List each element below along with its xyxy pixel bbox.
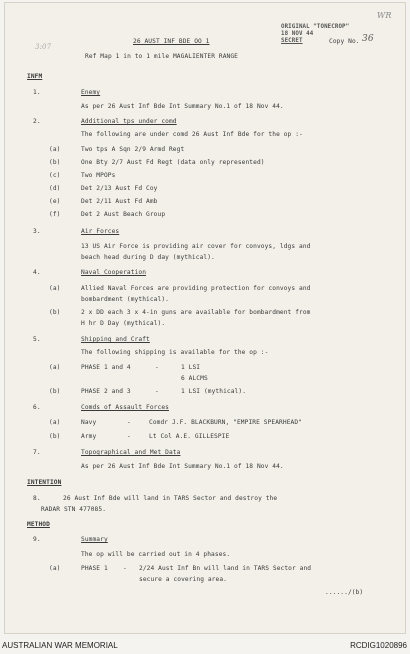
para-9-intro: The op will be carried out in 4 phases. xyxy=(81,551,231,558)
corner-mark: WR xyxy=(377,11,392,20)
para-6-number: 6. xyxy=(33,404,41,411)
para-2-intro: The following are under comd 26 Aust Inf Bde for the op :- xyxy=(81,131,303,138)
list-item-dash: - xyxy=(123,565,127,572)
para-5-heading: Shipping and Craft xyxy=(81,336,150,343)
list-item-text: secure a covering area. xyxy=(139,576,227,583)
list-item-value: Lt Col A.E. GILLESPIE xyxy=(149,433,230,440)
para-9-heading: Summary xyxy=(81,536,108,543)
list-item-letter: (a) xyxy=(49,285,61,292)
map-reference: Ref Map 1 in to 1 mile MAGALIENTER RANGE xyxy=(85,53,239,60)
para-1-heading: Enemy xyxy=(81,89,101,96)
list-item-text: Two tps A Sqn 2/9 Armd Regt xyxy=(81,146,185,153)
list-item-letter: (b) xyxy=(49,159,61,166)
list-item-value: Comdr J.F. BLACKBURN, "EMPIRE SPEARHEAD" xyxy=(149,419,303,426)
stamp-line-1: ORIGINAL "TONECROP" xyxy=(281,24,350,30)
list-item-text: Det 2/11 Aust Fd Amb xyxy=(81,198,158,205)
para-8-line-2: RADAR STN 477085. xyxy=(41,506,107,513)
para-5-intro: The following shipping is available for the op :- xyxy=(81,349,269,356)
archive-name: AUSTRALIAN WAR MEMORIAL xyxy=(2,641,118,650)
list-item-text: One Bty 2/7 Aust Fd Regt (data only represented) xyxy=(81,159,265,166)
list-item-letter: (b) xyxy=(49,433,61,440)
list-item-dash: - xyxy=(127,419,131,426)
stamp-line-3: SECRET xyxy=(281,38,303,44)
list-item-letter: (b) xyxy=(49,388,61,395)
list-item-label: Navy xyxy=(81,419,97,426)
archive-reference: RCDIG1020896 xyxy=(350,641,407,650)
list-item-text: bombardment (mythical). xyxy=(81,296,169,303)
para-3-line-2: beach head during D day (mythical). xyxy=(81,254,215,261)
continuation-mark: ....../(b) xyxy=(325,589,364,596)
list-item-text: Det 2/13 Aust Fd Coy xyxy=(81,185,158,192)
list-item-letter: (a) xyxy=(49,419,61,426)
stamp-line-2: 18 NOV 44 xyxy=(281,31,314,37)
para-3-heading: Air Forces xyxy=(81,228,120,235)
archive-footer xyxy=(0,636,410,654)
copy-number: 36 xyxy=(362,34,374,44)
list-item-letter: (f) xyxy=(49,211,61,218)
document-title: 26 AUST INF BDE OO 1 xyxy=(133,38,210,45)
list-item-value: 1 LSI xyxy=(181,364,201,371)
pencil-mark: 3:07 xyxy=(35,43,52,51)
para-7-number: 7. xyxy=(33,449,41,456)
para-4-heading: Naval Cooperation xyxy=(81,269,147,276)
list-item-label: PHASE 1 and 4 xyxy=(81,364,131,371)
para-1-text: As per 26 Aust Inf Bde Int Summary No.1 of 18 Nov 44. xyxy=(81,103,284,110)
para-3-line-1: 13 US Air Force is providing air cover for convoys, ldgs and xyxy=(81,243,311,250)
para-8-line-1: 26 Aust Inf Bde will land in TARS Sector and destroy the xyxy=(63,495,278,502)
para-3-number: 3. xyxy=(33,228,41,235)
para-5-number: 5. xyxy=(33,336,41,343)
section-info: INFM xyxy=(27,73,43,80)
para-6-heading: Comds of Assault Forces xyxy=(81,404,169,411)
para-2-heading: Additional tps under comd xyxy=(81,118,177,125)
section-intention: INTENTION xyxy=(27,479,62,486)
list-item-label: PHASE 1 xyxy=(81,565,108,572)
list-item-dash: - xyxy=(127,433,131,440)
list-item-letter: (c) xyxy=(49,172,61,179)
list-item-text: Allied Naval Forces are providing protection for convoys and xyxy=(81,285,311,292)
para-7-text: As per 26 Aust Inf Bde Int Summary No.1 of 18 Nov 44. xyxy=(81,463,284,470)
para-8-number: 8. xyxy=(33,495,41,502)
para-9-number: 9. xyxy=(33,536,41,543)
para-2-number: 2. xyxy=(33,118,41,125)
list-item-letter: (e) xyxy=(49,198,61,205)
list-item-text: H hr D Day (mythical). xyxy=(81,320,166,327)
list-item-text: 2/24 Aust Inf Bn will land in TARS Sector and xyxy=(139,565,312,572)
list-item-letter: (a) xyxy=(49,146,61,153)
section-method: METHOD xyxy=(27,521,50,528)
list-item-text: Two MPOPs xyxy=(81,172,116,179)
list-item-letter: (a) xyxy=(49,565,61,572)
list-item-label: PHASE 2 and 3 xyxy=(81,388,131,395)
list-item-letter: (d) xyxy=(49,185,61,192)
para-1-number: 1. xyxy=(33,89,41,96)
list-item-dash: - xyxy=(155,364,159,371)
list-item-label: Army xyxy=(81,433,97,440)
list-item-text: 2 x DD each 3 x 4-in guns are available for bombardment from xyxy=(81,309,311,316)
list-item-text: Det 2 Aust Beach Group xyxy=(81,211,166,218)
list-item-value: 1 LSI (mythical). xyxy=(181,388,247,395)
document-page xyxy=(4,2,406,634)
para-4-number: 4. xyxy=(33,269,41,276)
list-item-letter: (b) xyxy=(49,309,61,316)
list-item-dash: - xyxy=(155,388,159,395)
list-item-letter: (a) xyxy=(49,364,61,371)
para-7-heading: Topographical and Met Data xyxy=(81,449,181,456)
copy-label: Copy No. xyxy=(329,38,360,45)
list-item-value: 6 ALCMS xyxy=(181,375,208,382)
